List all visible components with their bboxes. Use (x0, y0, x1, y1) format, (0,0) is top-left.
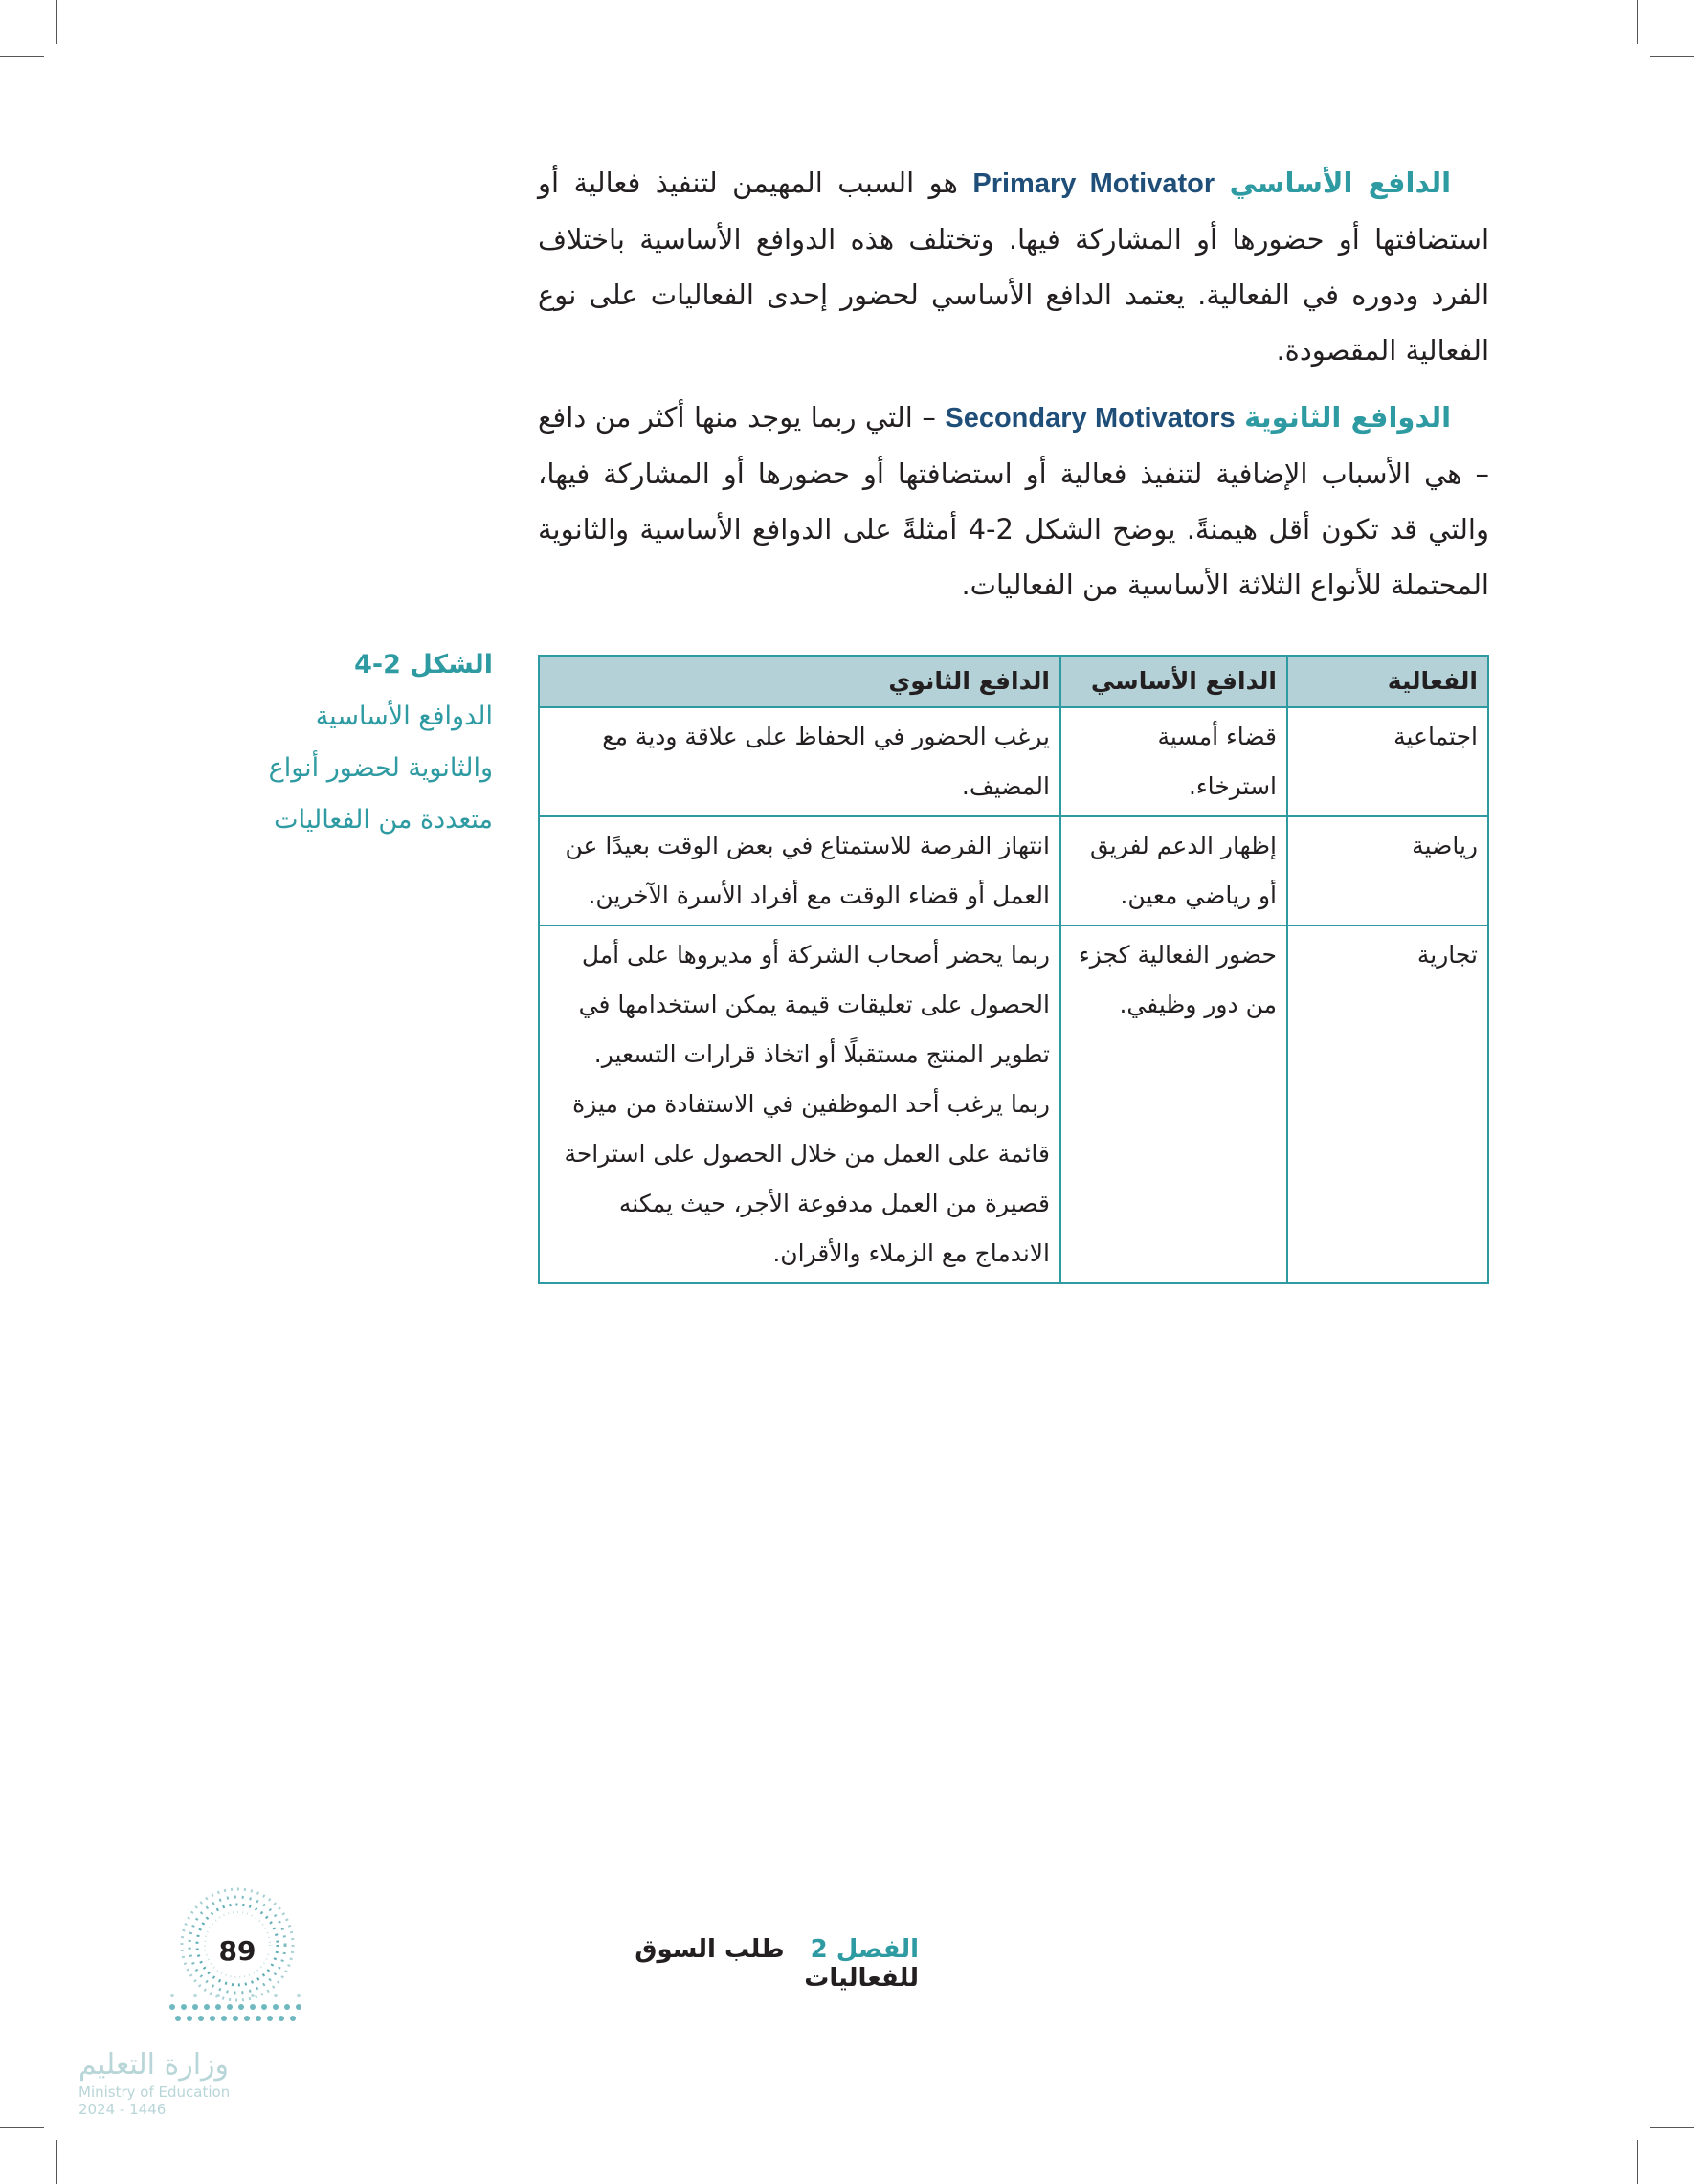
term-secondary-en: Secondary Motivators (945, 403, 1236, 434)
header-primary: الدافع الأساسي (1060, 656, 1287, 707)
cell-secondary: ربما يحضر أصحاب الشركة أو مديروها على أمل الحصول على تعليقات قيمة يمكن استخدامها في تطوير المنتج مستقبلًا أو اتخاذ قرارات التسعير. ربما يرغب أحد الموظفين في الاستفادة من ميزة قائمة على العمل من خلال الحصول على استراحة قصيرة من العمل مدفوعة الأجر، حيث يمكنه الاندماج مع الزملاء والأقران. (539, 925, 1060, 1283)
ministry-year: 2024 - 1446 (78, 2101, 167, 2118)
crop-mark (1637, 2140, 1638, 2184)
figure-caption (239, 639, 493, 846)
figure-caption-line: متعددة من الفعاليات (274, 805, 493, 835)
body-text (538, 155, 1489, 613)
chapter-label: الفصل 2 (810, 1935, 919, 1964)
term-primary-en: Primary Motivator (972, 168, 1215, 199)
chapter-title: طلب السوق للفعاليات (635, 1935, 919, 1993)
crop-mark (1650, 56, 1694, 57)
cell-primary: حضور الفعالية كجزء من دور وظيفي. (1060, 925, 1287, 1283)
table-row (539, 816, 1488, 925)
crop-mark (56, 0, 57, 44)
paragraph-secondary-text: – التي ربما يوجد منها أكثر من دافع – هي الأسباب الإضافية لتنفيذ فعالية أو استضافتها أو حضورها أو المشاركة فيها، والتي قد تكون أقل هيمنةً. يوضح الشكل 2-4 أمثلةً على الدوافع الأساسية والثانوية المحتملة للأنواع الثلاثة الأساسية من الفعاليات. (538, 401, 1489, 601)
paragraph-secondary (538, 390, 1489, 613)
motivators-table (538, 655, 1489, 1284)
ministry-logo (78, 2048, 251, 2118)
figure-caption-line: والثانوية لحضور أنواع (268, 753, 493, 783)
ministry-name-en: Ministry of Education (78, 2084, 231, 2101)
table-row (539, 925, 1488, 1283)
page-footer (536, 1935, 919, 1993)
cell-event: رياضية (1287, 816, 1488, 925)
cell-primary: إظهار الدعم لفريق أو رياضي معين. (1060, 816, 1287, 925)
header-secondary: الدافع الثانوي (539, 656, 1060, 707)
header-event: الفعالية (1287, 656, 1488, 707)
cell-event: اجتماعية (1287, 707, 1488, 816)
paragraph-primary (538, 155, 1489, 378)
term-secondary-ar: الدوافع الثانوية (1244, 401, 1452, 434)
cell-event: تجارية (1287, 925, 1488, 1283)
crop-mark (1650, 2127, 1694, 2128)
crop-mark (0, 2127, 44, 2128)
cell-primary: قضاء أمسية استرخاء. (1060, 707, 1287, 816)
table-row (539, 707, 1488, 816)
cell-secondary: يرغب الحضور في الحفاظ على علاقة ودية مع المضيف. (539, 707, 1060, 816)
figure-number: الشكل 2-4 (354, 650, 493, 680)
figure-caption-line: الدوافع الأساسية (315, 702, 493, 731)
crop-mark (56, 2140, 57, 2184)
page-number: 89 (218, 1935, 256, 1967)
term-primary-ar: الدافع الأساسي (1229, 167, 1452, 199)
ministry-name-ar: وزارة التعليم (78, 2048, 230, 2082)
paragraph-primary-text: هو السبب المهيمن لتنفيذ فعالية أو استضافتها أو حضورها أو المشاركة فيها. وتختلف هذه الدوافع الأساسية باختلاف الفرد ودوره في الفعالية. يعتمد الدافع الأساسي لحضور إحدى الفعاليات على نوع الفعالية المقصودة. (538, 167, 1489, 367)
crop-mark (1637, 0, 1638, 44)
cell-secondary: انتهاز الفرصة للاستمتاع في بعض الوقت بعيدًا عن العمل أو قضاء الوقت مع أفراد الأسرة الآخرين. (539, 816, 1060, 925)
table-header-row (539, 656, 1488, 707)
crop-mark (0, 56, 44, 57)
